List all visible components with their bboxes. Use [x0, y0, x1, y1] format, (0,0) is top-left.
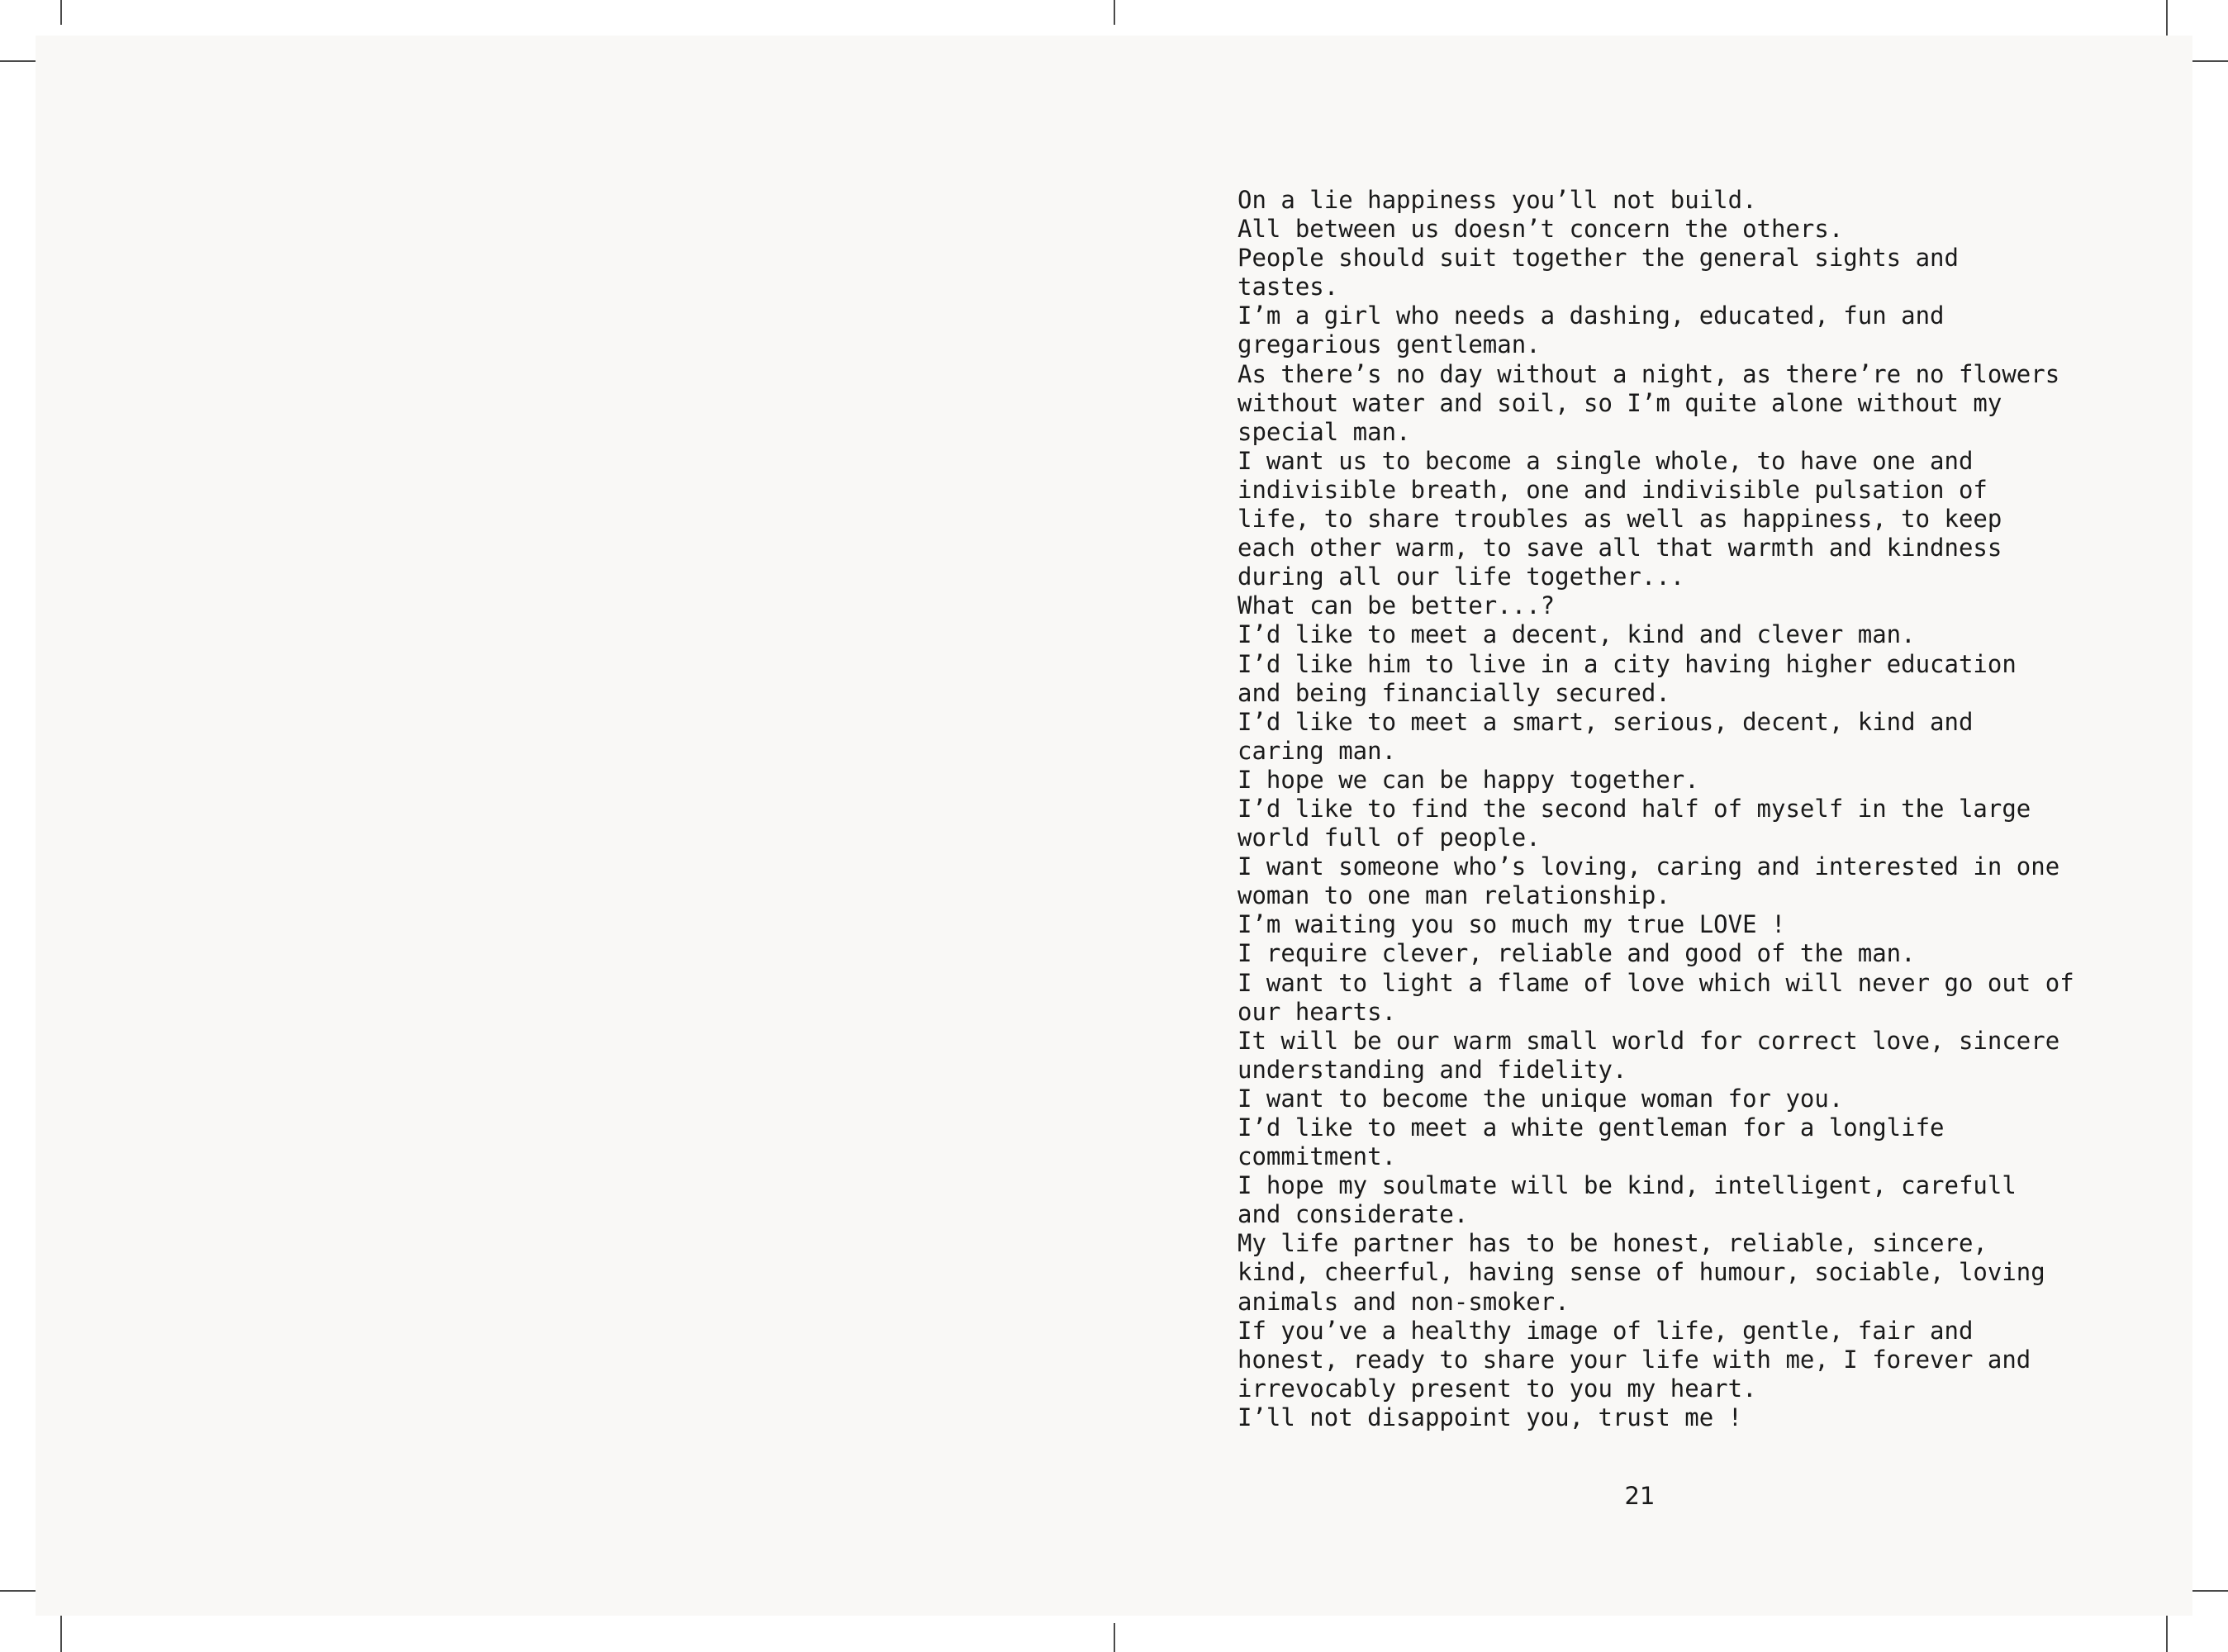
text-line: I’d like to meet a white gentleman for a longlife [1238, 1113, 1945, 1142]
text-line: special man. [1238, 417, 1411, 446]
text-line: and considerate. [1238, 1200, 1469, 1229]
text-line: It will be our warm small world for correct love, sincere [1238, 1026, 2060, 1055]
text-line: I want to light a flame of love which will never go out of [1238, 968, 2074, 997]
text-line: I hope my soulmate will be kind, intelligent, carefull [1238, 1171, 2017, 1200]
page-number: 21 [1624, 1482, 1656, 1510]
left-page-blank [36, 36, 1114, 1616]
crop-mark-top-left-vertical [60, 0, 62, 25]
text-line: honest, ready to share your life with me, I forever and [1238, 1345, 2031, 1374]
text-line: I’d like to meet a decent, kind and clever man. [1238, 620, 1916, 649]
text-line: without water and soil, so I’m quite alone without my [1238, 388, 2002, 417]
text-line: woman to one man relationship. [1238, 881, 1670, 910]
text-line: On a lie happiness you’ll not build. [1238, 186, 1757, 214]
text-line: understanding and fidelity. [1238, 1055, 1627, 1084]
text-line: I’d like him to live in a city having higher education [1238, 649, 2017, 678]
text-line: People should suit together the general sights and [1238, 244, 1959, 273]
text-line: I want us to become a single whole, to have one and [1238, 446, 1974, 475]
text-line: I’ll not disappoint you, trust me ! [1238, 1403, 1743, 1431]
text-line: animals and non-smoker. [1238, 1287, 1570, 1316]
text-line: I’d like to find the second half of myself in the large [1238, 794, 2031, 823]
text-line: world full of people. [1238, 824, 1541, 852]
text-line: caring man. [1238, 736, 1397, 765]
text-line: gregarious gentleman. [1238, 330, 1541, 359]
body-text [1238, 186, 2130, 1432]
text-line: I want someone who’s loving, caring and interested in one [1238, 852, 2060, 881]
text-line: kind, cheerful, having sense of humour, sociable, loving [1238, 1258, 2045, 1287]
text-line: I require clever, reliable and good of the man. [1238, 939, 1916, 968]
text-line: What can be better...? [1238, 591, 1556, 620]
text-line: irrevocably present to you my heart. [1238, 1374, 1757, 1403]
text-line: and being financially secured. [1238, 678, 1670, 707]
text-line: tastes. [1238, 273, 1339, 301]
text-line: each other warm, to save all that warmth and kindness [1238, 534, 2002, 563]
text-line: I’d like to meet a smart, serious, decent, kind and [1238, 707, 1974, 736]
text-line: My life partner has to be honest, reliable, sincere, [1238, 1229, 1988, 1258]
crop-mark-bottom-center [1114, 1623, 1115, 1652]
text-line: If you’ve a healthy image of life, gentle, fair and [1238, 1316, 1974, 1345]
text-line: life, to share troubles as well as happiness, to keep [1238, 505, 2002, 534]
text-line: during all our life together... [1238, 563, 1685, 591]
text-line: I want to become the unique woman for you. [1238, 1084, 1844, 1113]
text-line: commitment. [1238, 1142, 1397, 1171]
text-line: All between us doesn’t concern the others. [1238, 215, 1844, 244]
text-line: our hearts. [1238, 997, 1397, 1026]
text-line: As there’s no day without a night, as there’re no flowers [1238, 359, 2060, 388]
text-line: I’m a girl who needs a dashing, educated, fun and [1238, 301, 1945, 330]
crop-mark-top-center [1114, 0, 1115, 25]
text-line: indivisible breath, one and indivisible pulsation of [1238, 475, 1988, 504]
text-line: I hope we can be happy together. [1238, 765, 1699, 794]
text-line: I’m waiting you so much my true LOVE ! [1238, 910, 1786, 939]
